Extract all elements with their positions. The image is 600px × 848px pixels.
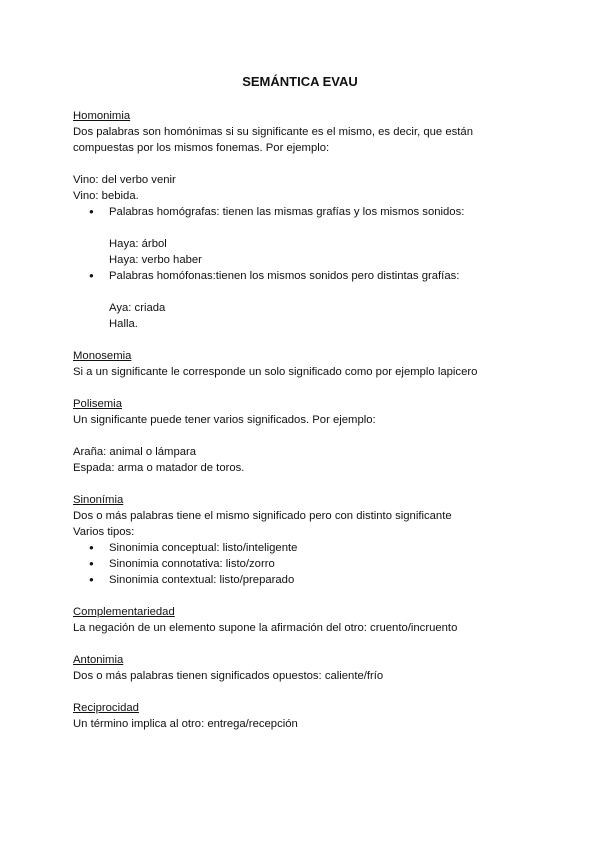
homonimia-sub-1b: Haya: verbo haber xyxy=(109,254,202,266)
homonimia-example-1: Vino: del verbo venir xyxy=(73,174,176,186)
monosemia-text: Si a un significante le corresponde un solo significado como por ejemplo lapicero xyxy=(73,366,478,378)
document-title: SEMÁNTICA EVAU xyxy=(242,74,358,89)
antonimia-heading: Antonimia xyxy=(73,654,124,666)
homonimia-example-2: Vino: bebida. xyxy=(73,190,139,202)
sinonimia-bullet: ● Sinonimia contextual: listo/preparado xyxy=(73,572,543,588)
antonimia-text: Dos o más palabras tienen significados opuestos: caliente/frío xyxy=(73,670,384,682)
homonimia-text-2: compuestas por los mismos fonemas. Por ejemplo: xyxy=(73,142,330,154)
monosemia-heading: Monosemia xyxy=(73,350,132,362)
homonimia-heading: Homonimia xyxy=(73,110,131,122)
polisemia-heading: Polisemia xyxy=(73,398,122,410)
homonimia-sub-1a: Haya: árbol xyxy=(109,238,167,250)
sinonimia-bullet: ● Sinonimia conceptual: listo/inteligente xyxy=(73,540,543,556)
homonimia-bullet-2: ● Palabras homófonas:tienen los mismos sonidos pero distintas grafías: xyxy=(73,268,543,284)
sinonimia-bullet: ● Sinonimia connotativa: listo/zorro xyxy=(73,556,543,572)
complementariedad-heading: Complementariedad xyxy=(73,606,175,618)
document-body xyxy=(73,108,543,732)
reciprocidad-heading: Reciprocidad xyxy=(73,702,139,714)
homonimia-sub-2b: Halla. xyxy=(109,318,138,330)
sinonimia-text-1: Dos o más palabras tiene el mismo significado pero con distinto significante xyxy=(73,510,452,522)
sinonimia-text-2: Varios tipos: xyxy=(73,526,135,538)
homonimia-text-1: Dos palabras son homónimas si su significante es el mismo, es decir, que están xyxy=(73,126,473,138)
complementariedad-text: La negación de un elemento supone la afirmación del otro: cruento/incruento xyxy=(73,622,458,634)
sinonimia-heading: Sinonímia xyxy=(73,494,124,506)
polisemia-example-2: Espada: arma o matador de toros. xyxy=(73,462,245,474)
polisemia-text: Un significante puede tener varios significados. Por ejemplo: xyxy=(73,414,376,426)
homonimia-bullet-1: ● Palabras homógrafas: tienen las mismas grafías y los mismos sonidos: xyxy=(73,204,543,220)
reciprocidad-text: Un término implica al otro: entrega/recepción xyxy=(73,718,298,730)
polisemia-example-1: Araña: animal o lámpara xyxy=(73,446,197,458)
homonimia-sub-2a: Aya: criada xyxy=(109,302,166,314)
